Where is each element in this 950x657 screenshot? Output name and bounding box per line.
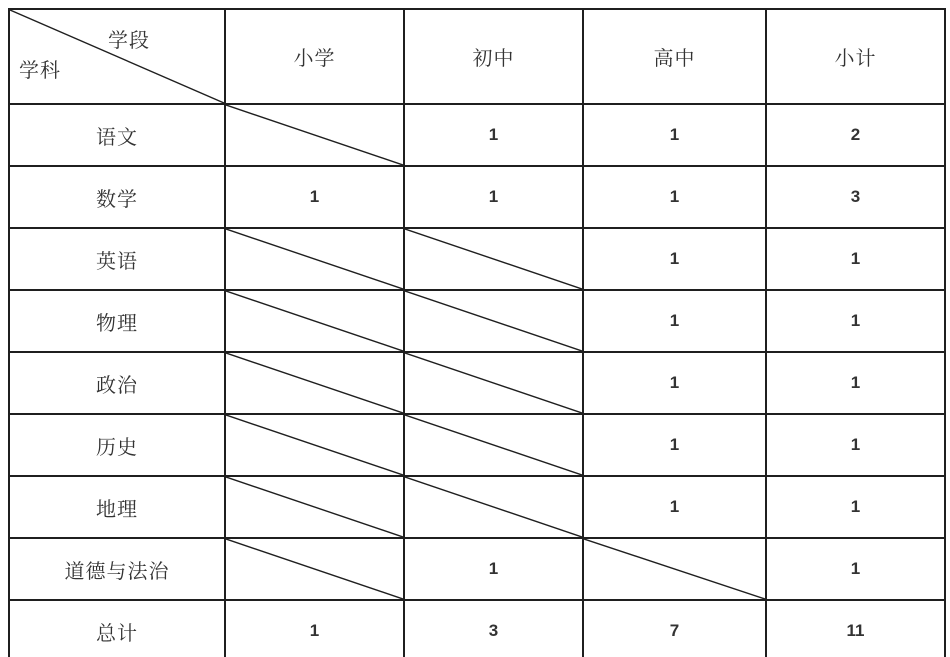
table-cell: [404, 228, 583, 290]
row-label-cell: [9, 414, 225, 476]
row-label-cell: [9, 228, 225, 290]
row-label: 道德与法治: [64, 560, 170, 583]
diagonal-line: [226, 415, 403, 475]
cell-value: 1: [309, 621, 320, 640]
cell-value: 1: [669, 249, 680, 268]
table-row: [9, 414, 945, 476]
cell-value: 7: [669, 621, 680, 640]
table-cell: [225, 600, 404, 657]
table-cell: [583, 352, 766, 414]
cell-value: 1: [850, 373, 861, 392]
table-row: [9, 166, 945, 228]
table-cell: [583, 290, 766, 352]
table-cell: [225, 290, 404, 352]
diagonal-line: [405, 415, 582, 475]
cell-value: 1: [850, 249, 861, 268]
row-label-cell: [9, 476, 225, 538]
diagonal-line: [226, 105, 403, 165]
table-cell: [404, 290, 583, 352]
diagonal-line: [405, 353, 582, 413]
table-cell: [766, 538, 945, 600]
cell-value: 1: [850, 311, 861, 330]
row-label-cell: [9, 538, 225, 600]
table-cell: [766, 166, 945, 228]
table-cell: [766, 600, 945, 657]
table-cell: [404, 104, 583, 166]
table-row: [9, 352, 945, 414]
column-header-primary-school: 小学: [225, 9, 404, 104]
row-label-cell: [9, 600, 225, 657]
row-label: 地理: [96, 498, 138, 521]
diagonal-line: [405, 229, 582, 289]
subject-stage-table: [8, 8, 946, 657]
cell-value: 1: [669, 435, 680, 454]
table-cell: [225, 352, 404, 414]
cell-value: 1: [488, 187, 499, 206]
row-label: 历史: [96, 436, 138, 459]
table-cell: [404, 476, 583, 538]
diagonal-line: [405, 477, 582, 537]
table-cell: [766, 476, 945, 538]
table-cell: [766, 104, 945, 166]
column-header-subtotal: 小计: [766, 9, 945, 104]
diagonal-line: [226, 291, 403, 351]
corner-label-subject: 学科: [19, 60, 61, 82]
corner-label-stage: 学段: [108, 30, 150, 52]
cell-value: 1: [309, 187, 320, 206]
cell-value: 1: [850, 435, 861, 454]
row-label-cell: [9, 352, 225, 414]
table-cell: [225, 104, 404, 166]
cell-value: 1: [488, 125, 499, 144]
table-cell: [583, 600, 766, 657]
table-cell: [583, 414, 766, 476]
cell-value: 1: [669, 497, 680, 516]
table-cell: [583, 476, 766, 538]
cell-value: 11: [846, 621, 865, 640]
table-body: [9, 104, 945, 657]
column-header-junior-high: 初中: [404, 9, 583, 104]
diagonal-line: [226, 229, 403, 289]
table-cell: [225, 166, 404, 228]
table-row: [9, 104, 945, 166]
table-cell: [583, 166, 766, 228]
diagonal-line: [405, 291, 582, 351]
row-label-cell: [9, 290, 225, 352]
cell-value: 3: [850, 187, 861, 206]
row-label: 物理: [96, 312, 138, 335]
table-cell: [583, 228, 766, 290]
cell-value: 3: [488, 621, 499, 640]
table-cell: [404, 538, 583, 600]
table-cell: [404, 414, 583, 476]
diagonal-line: [226, 353, 403, 413]
row-label: 总计: [96, 622, 138, 645]
row-label-cell: [9, 166, 225, 228]
row-label: 政治: [96, 374, 138, 397]
table-cell: [225, 228, 404, 290]
cell-value: 1: [669, 373, 680, 392]
table-cell: [225, 414, 404, 476]
cell-value: 1: [488, 559, 499, 578]
row-label: 英语: [96, 250, 138, 273]
table-row: [9, 228, 945, 290]
table-cell: [404, 600, 583, 657]
row-label-cell: [9, 104, 225, 166]
diagonal-line: [226, 477, 403, 537]
row-label: 语文: [96, 126, 138, 149]
table-row: [9, 476, 945, 538]
table-row: [9, 600, 945, 657]
cell-value: 1: [669, 125, 680, 144]
diagonal-line: [226, 539, 403, 599]
cell-value: 2: [850, 125, 861, 144]
table-cell: [766, 352, 945, 414]
table-cell: [583, 538, 766, 600]
table-cell: [225, 538, 404, 600]
table-cell: [766, 290, 945, 352]
cell-value: 1: [669, 187, 680, 206]
row-label: 数学: [96, 188, 138, 211]
cell-value: 1: [850, 497, 861, 516]
table-row: [9, 290, 945, 352]
column-header-senior-high: 高中: [583, 9, 766, 104]
table-cell: [766, 228, 945, 290]
header-row: [9, 9, 945, 104]
table-cell: [766, 414, 945, 476]
table-cell: [404, 166, 583, 228]
table-cell: [404, 352, 583, 414]
table-row: [9, 538, 945, 600]
cell-value: 1: [850, 559, 861, 578]
corner-header-cell: [9, 9, 225, 104]
diagonal-line: [584, 539, 765, 599]
cell-value: 1: [669, 311, 680, 330]
table-cell: [225, 476, 404, 538]
table-cell: [583, 104, 766, 166]
